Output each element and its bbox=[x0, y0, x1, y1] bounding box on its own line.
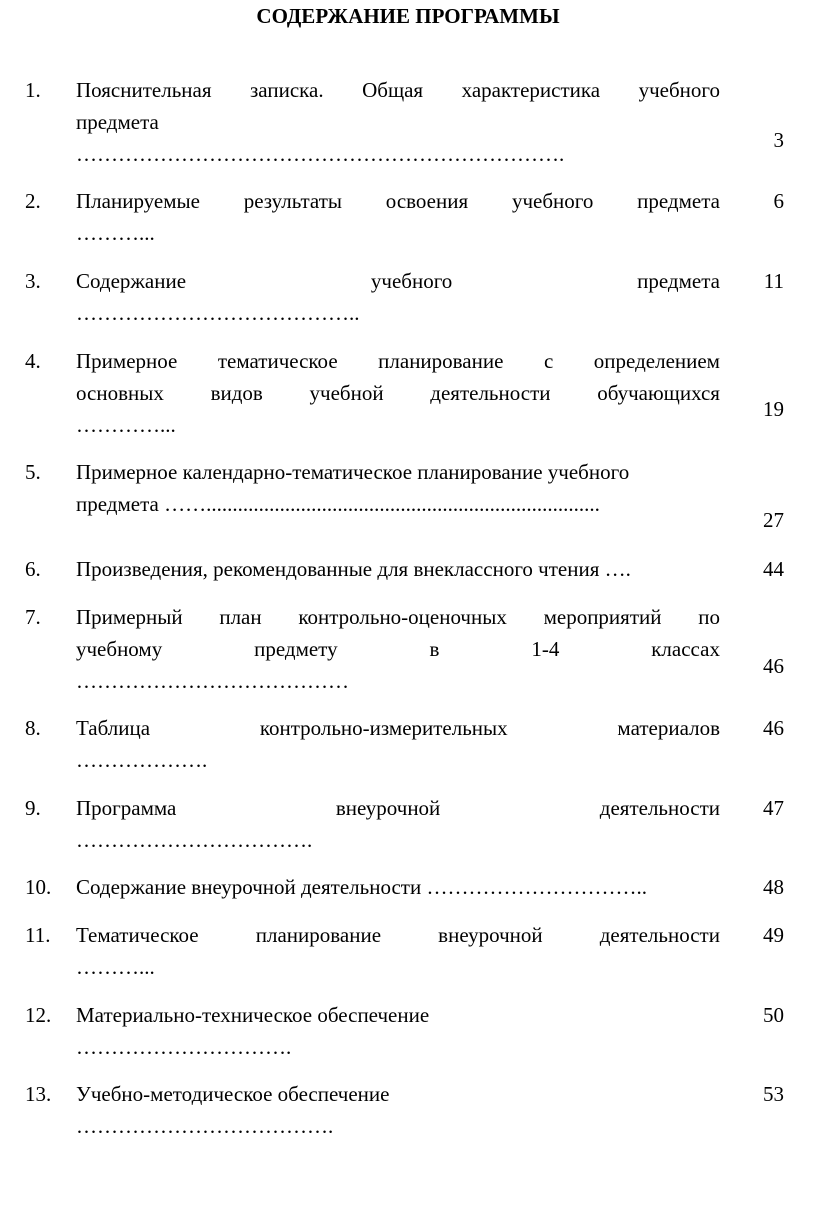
toc-entry-word: предмета bbox=[637, 189, 720, 213]
toc-entry-page-number: 3 bbox=[773, 128, 784, 152]
toc-entry-line bbox=[76, 712, 720, 744]
toc-entry-line bbox=[76, 871, 720, 903]
toc-entry-word: Произведения, рекомендованные для внеклассного чтения …. bbox=[76, 557, 631, 581]
toc-entry-line bbox=[76, 138, 720, 170]
toc-entry-word: деятельности bbox=[599, 923, 720, 947]
toc-entry-line bbox=[76, 297, 720, 329]
toc-entry-page-number: 44 bbox=[763, 557, 784, 581]
toc-entry-title bbox=[76, 601, 720, 697]
toc-entry-title bbox=[76, 871, 720, 903]
toc-entry-line bbox=[76, 1110, 720, 1142]
toc-entry-word: Материально-техническое обеспечение bbox=[76, 1003, 430, 1027]
toc-entry-line bbox=[76, 824, 720, 856]
toc-entry-word: ………………………………… bbox=[76, 669, 349, 693]
toc-entry-word: планирование bbox=[255, 923, 382, 947]
toc-entry-line bbox=[76, 345, 720, 377]
toc-entry-line bbox=[76, 919, 720, 951]
toc-entry-word: обучающихся bbox=[597, 381, 720, 405]
toc-entry-number: 10. bbox=[25, 875, 52, 899]
toc-entry-number: 1. bbox=[25, 78, 41, 102]
toc-entry-number: 6. bbox=[25, 557, 41, 581]
toc-entry-word: предмету bbox=[254, 637, 338, 661]
toc-entry-word: Примерное bbox=[76, 349, 178, 373]
toc-entry-word: ………………. bbox=[76, 748, 208, 772]
toc-entry-word: Пояснительная bbox=[76, 78, 212, 102]
toc-entry-title bbox=[76, 792, 720, 856]
toc-entry-word: характеристика bbox=[461, 78, 601, 102]
toc-entry-line bbox=[76, 792, 720, 824]
toc-entry-number: 11. bbox=[25, 923, 51, 947]
toc-entry-title bbox=[76, 919, 720, 983]
toc-entry-page-number: 19 bbox=[763, 397, 784, 421]
toc-entry-number: 2. bbox=[25, 189, 41, 213]
toc-entry-line bbox=[76, 377, 720, 409]
toc-entry-page-number: 11 bbox=[763, 269, 784, 293]
toc-entry-title bbox=[76, 1078, 720, 1142]
toc-entry-title bbox=[76, 553, 720, 585]
toc-entry-line bbox=[76, 1031, 720, 1063]
toc-entry-number: 13. bbox=[25, 1082, 52, 1106]
toc-entry-word: по bbox=[698, 605, 720, 629]
toc-entry-word: Таблица bbox=[76, 716, 151, 740]
toc-entry-word: ……………………………………………………………. bbox=[76, 142, 565, 166]
toc-entry-word: записка. bbox=[250, 78, 324, 102]
toc-entry-word: ………………………………….. bbox=[76, 301, 360, 325]
toc-entry-word: контрольно-измерительных bbox=[259, 716, 508, 740]
toc-entry-line bbox=[76, 265, 720, 297]
toc-entry-word: деятельности bbox=[599, 796, 720, 820]
toc-entry-word: основных bbox=[76, 381, 164, 405]
toc-entry-word: Примерный bbox=[76, 605, 183, 629]
toc-entry-word: контрольно-оценочных bbox=[298, 605, 507, 629]
toc-entry-number: 3. bbox=[25, 269, 41, 293]
toc-entry-word: внеурочной bbox=[438, 923, 543, 947]
toc-entry-page-number: 49 bbox=[763, 923, 784, 947]
toc-entry-title bbox=[76, 999, 720, 1063]
toc-entry-word: Тематическое bbox=[76, 923, 199, 947]
toc-entry-word: с bbox=[543, 349, 554, 373]
toc-entry-page-number: 47 bbox=[763, 796, 784, 820]
toc-entry-number: 12. bbox=[25, 1003, 52, 1027]
toc-entry-word: внеурочной bbox=[335, 796, 441, 820]
toc-entry-number: 4. bbox=[25, 349, 41, 373]
toc-entry-word: 1-4 bbox=[531, 637, 560, 661]
toc-entry-word: освоения bbox=[385, 189, 469, 213]
toc-entry-word: предмета ……........................................................................... bbox=[76, 492, 600, 516]
toc-entry-line bbox=[76, 409, 720, 441]
toc-entry-word: деятельности bbox=[430, 381, 551, 405]
toc-entry-word: Содержание внеурочной деятельности ………………………….. bbox=[76, 875, 647, 899]
toc-entry-word: учебного bbox=[638, 78, 720, 102]
toc-entry-number: 8. bbox=[25, 716, 41, 740]
toc-entry-word: Планируемые bbox=[76, 189, 200, 213]
toc-entry-title bbox=[76, 185, 720, 249]
toc-entry-line bbox=[76, 217, 720, 249]
toc-entry-title bbox=[76, 456, 720, 520]
toc-entry-line bbox=[76, 633, 720, 665]
toc-entry-line bbox=[76, 951, 720, 983]
page-title: СОДЕРЖАНИЕ ПРОГРАММЫ bbox=[256, 4, 560, 28]
toc-entry-line bbox=[76, 185, 720, 217]
toc-entry-word: ………………………………. bbox=[76, 1114, 334, 1138]
toc-entry-word: ……………………………. bbox=[76, 828, 313, 852]
toc-entry-word: Программа bbox=[76, 796, 177, 820]
toc-entry-word: Общая bbox=[362, 78, 424, 102]
toc-entry-word: результаты bbox=[243, 189, 342, 213]
toc-entry-word: мероприятий bbox=[543, 605, 662, 629]
toc-entry-page-number: 6 bbox=[773, 189, 784, 213]
toc-entry-word: предмета bbox=[76, 110, 159, 134]
toc-entry-word: материалов bbox=[617, 716, 720, 740]
toc-entry-word: Примерное календарно-тематическое планирование учебного bbox=[76, 460, 630, 484]
toc-entry-line bbox=[76, 456, 720, 488]
toc-entry-line bbox=[76, 665, 720, 697]
toc-entry-number: 7. bbox=[25, 605, 41, 629]
toc-entry-number: 9. bbox=[25, 796, 41, 820]
toc-entry-word: учебной bbox=[309, 381, 384, 405]
toc-entry-word: ………... bbox=[76, 221, 155, 245]
toc-entry-page-number: 46 bbox=[763, 654, 784, 678]
toc-entry-line bbox=[76, 553, 720, 585]
toc-entry-word: тематическое bbox=[217, 349, 338, 373]
toc-entry-word: Содержание bbox=[76, 269, 187, 293]
toc-entry-line bbox=[76, 74, 720, 106]
toc-entry-word: планирование bbox=[378, 349, 504, 373]
toc-entry-line bbox=[76, 106, 720, 138]
toc-entry-title bbox=[76, 345, 720, 441]
toc-entry-title bbox=[76, 265, 720, 329]
toc-entry-page-number: 46 bbox=[763, 716, 784, 740]
toc-entry-title bbox=[76, 712, 720, 776]
toc-entry-line bbox=[76, 744, 720, 776]
toc-entry-word: учебного bbox=[370, 269, 453, 293]
toc-entry-line bbox=[76, 601, 720, 633]
toc-entry-line bbox=[76, 999, 720, 1031]
toc-entry-word: определением bbox=[593, 349, 720, 373]
toc-entry-word: видов bbox=[210, 381, 263, 405]
toc-entry-line bbox=[76, 1078, 720, 1110]
toc-entry-line bbox=[76, 488, 720, 520]
toc-entry-word: …………... bbox=[76, 413, 176, 437]
toc-entry-word: план bbox=[219, 605, 262, 629]
toc-entry-page-number: 48 bbox=[763, 875, 784, 899]
toc-entry-page-number: 50 bbox=[763, 1003, 784, 1027]
toc-entry-word: классах bbox=[651, 637, 720, 661]
toc-entry-word: ………... bbox=[76, 955, 155, 979]
toc-entry-word: учебного bbox=[511, 189, 594, 213]
toc-entry-word: в bbox=[429, 637, 440, 661]
toc-entry-word: учебному bbox=[76, 637, 163, 661]
toc-entry-word: …………………………. bbox=[76, 1035, 292, 1059]
toc-entry-word: Учебно-методическое обеспечение bbox=[76, 1082, 390, 1106]
toc-entry-page-number: 53 bbox=[763, 1082, 784, 1106]
toc-entry-title bbox=[76, 74, 720, 170]
toc-entry-page-number: 27 bbox=[763, 508, 784, 532]
toc-entry-word: предмета bbox=[637, 269, 720, 293]
toc-entry-number: 5. bbox=[25, 460, 41, 484]
